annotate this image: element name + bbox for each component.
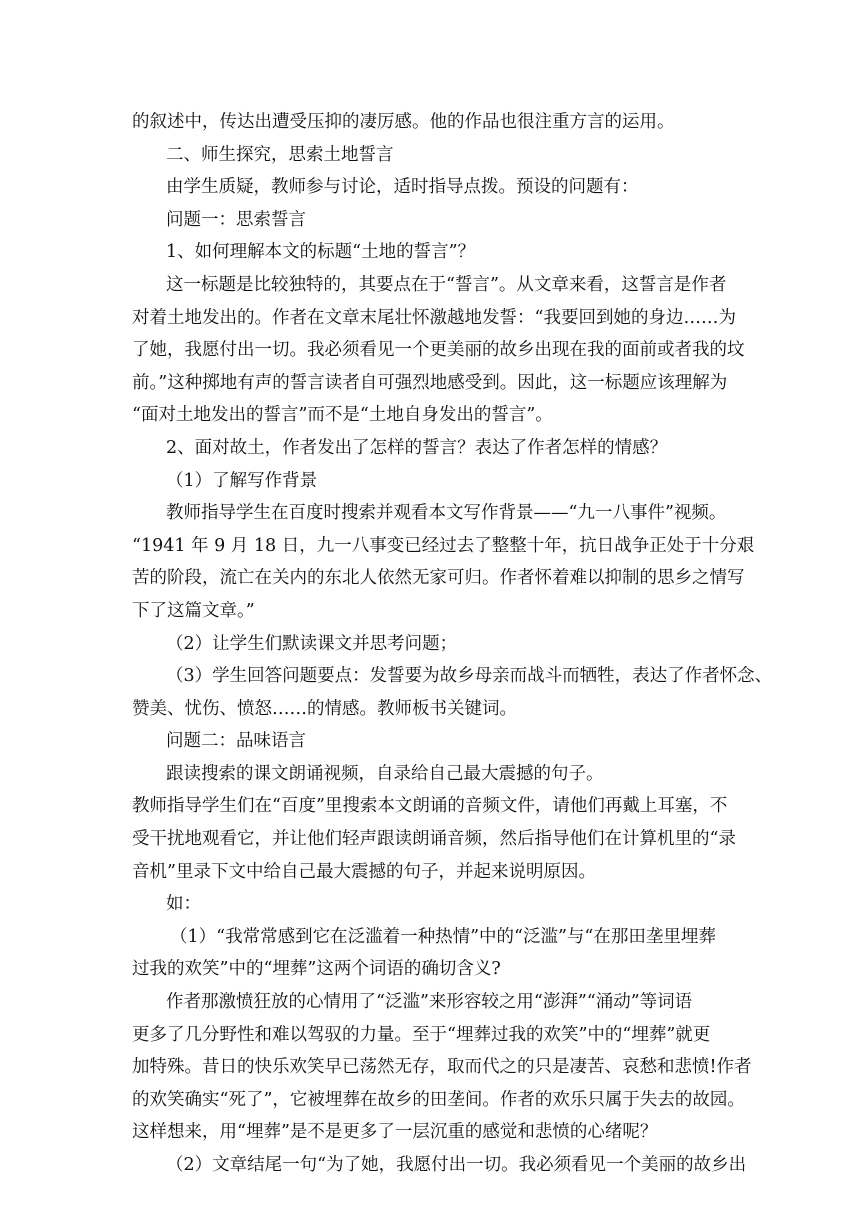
- text-line: 如：: [166, 894, 201, 915]
- text-line: 音机”里录下文中给自己最大震撼的句子，并起来说明原因。: [132, 861, 596, 882]
- text-line: “面对土地发出的誓言”而不是“土地自身发出的誓言”。: [132, 405, 553, 426]
- document-body: [132, 106, 773, 1182]
- text-line: 对着土地发出的。作者在文章末尾壮怀激越地发誓：“我要回到她的身边……为: [132, 307, 736, 328]
- text-line: 受干扰地观看它，并让他们轻声跟读朗诵音频，然后指导他们在计算机里的“录: [132, 829, 736, 850]
- text-line: 二、师生探究，思索土地誓言: [166, 144, 394, 165]
- text-line: 苦的阶段，流亡在关内的东北人依然无家可归。作者怀着难以抑制的思乡之情写: [132, 568, 745, 589]
- text-line: 由学生质疑，教师参与讨论，适时指导点拨。预设的问题有：: [166, 177, 639, 198]
- text-line: （1）了解写作背景: [166, 470, 318, 491]
- text-line: 问题一：思索誓言: [166, 209, 306, 230]
- text-line: 的叙述中，传达出遭受压抑的凄厉感。他的作品也很注重方言的运用。: [132, 112, 675, 132]
- text-line: 下了这篇文章。”: [132, 600, 255, 621]
- text-line: 教师指导学生们在“百度”里搜索本文朗诵的音频文件，请他们再戴上耳塞，不: [132, 796, 728, 817]
- text-line: 过我的欢笑”中的“埋葬”这两个词语的确切含义?: [132, 959, 501, 980]
- text-line: 作者那激愤狂放的心情用了“泛滥”来形容较之用“澎湃”“涌动”等词语: [166, 992, 693, 1013]
- text-line: 更多了几分野性和难以驾驭的力量。至于“埋葬过我的欢笑”中的“埋葬”就更: [132, 1024, 711, 1045]
- text-line: 教师指导学生在百度时搜索并观看本文写作背景——“九一八事件”视频。: [166, 503, 727, 524]
- text-line: “1941 年 9 月 18 日，九一八事变已经过去了整整十年，抗日战争正处于十分艰: [132, 535, 755, 556]
- text-line: 这一标题是比较独特的，其要点在于“誓言”。从文章来看，这誓言是作者: [166, 274, 727, 295]
- text-line: 了她，我愿付出一切。我必须看见一个更美丽的故乡出现在我的面前或者我的坟: [132, 340, 745, 361]
- text-line: （3）学生回答问题要点：发誓要为故乡母亲而战斗而牺牲，表达了作者怀念、: [166, 666, 773, 687]
- text-line: 这样想来，用“埋葬”是不是更多了一层沉重的感觉和悲愤的心绪呢？: [132, 1122, 658, 1143]
- text-line: 跟读搜索的课文朗诵视频，自录给自己最大震撼的句子。: [166, 763, 604, 784]
- text-line: 1、如何理解本文的标题“土地的誓言”？: [166, 242, 476, 263]
- text-line: 加特殊。昔日的快乐欢笑早已荡然无存，取而代之的只是凄苦、哀愁和悲愤!作者: [132, 1057, 752, 1078]
- text-line: （1）“我常常感到它在泛滥着一种热情”中的“泛滥”与“在那田垄里埋葬: [170, 926, 716, 947]
- text-line: 前。”这种掷地有声的誓言读者自可强烈地感受到。因此，这一标题应该理解为: [132, 372, 728, 393]
- text-line: 的欢笑确实“死了”，它被埋葬在故乡的田垄间。作者的欢乐只属于失去的故园。: [132, 1089, 745, 1110]
- text-line: 2、面对故土，作者发出了怎样的誓言？表达了作者怎样的情感？: [166, 437, 668, 458]
- text-line: 问题二：品味语言: [166, 731, 306, 752]
- text-line: （2）让学生们默读课文并思考问题；: [166, 633, 458, 654]
- text-line: 赞美、忧伤、愤怒……的情感。教师板书关键词。: [132, 698, 517, 719]
- text-line: （2）文章结尾一句“为了她，我愿付出一切。我必须看见一个美丽的故乡出: [166, 1155, 747, 1175]
